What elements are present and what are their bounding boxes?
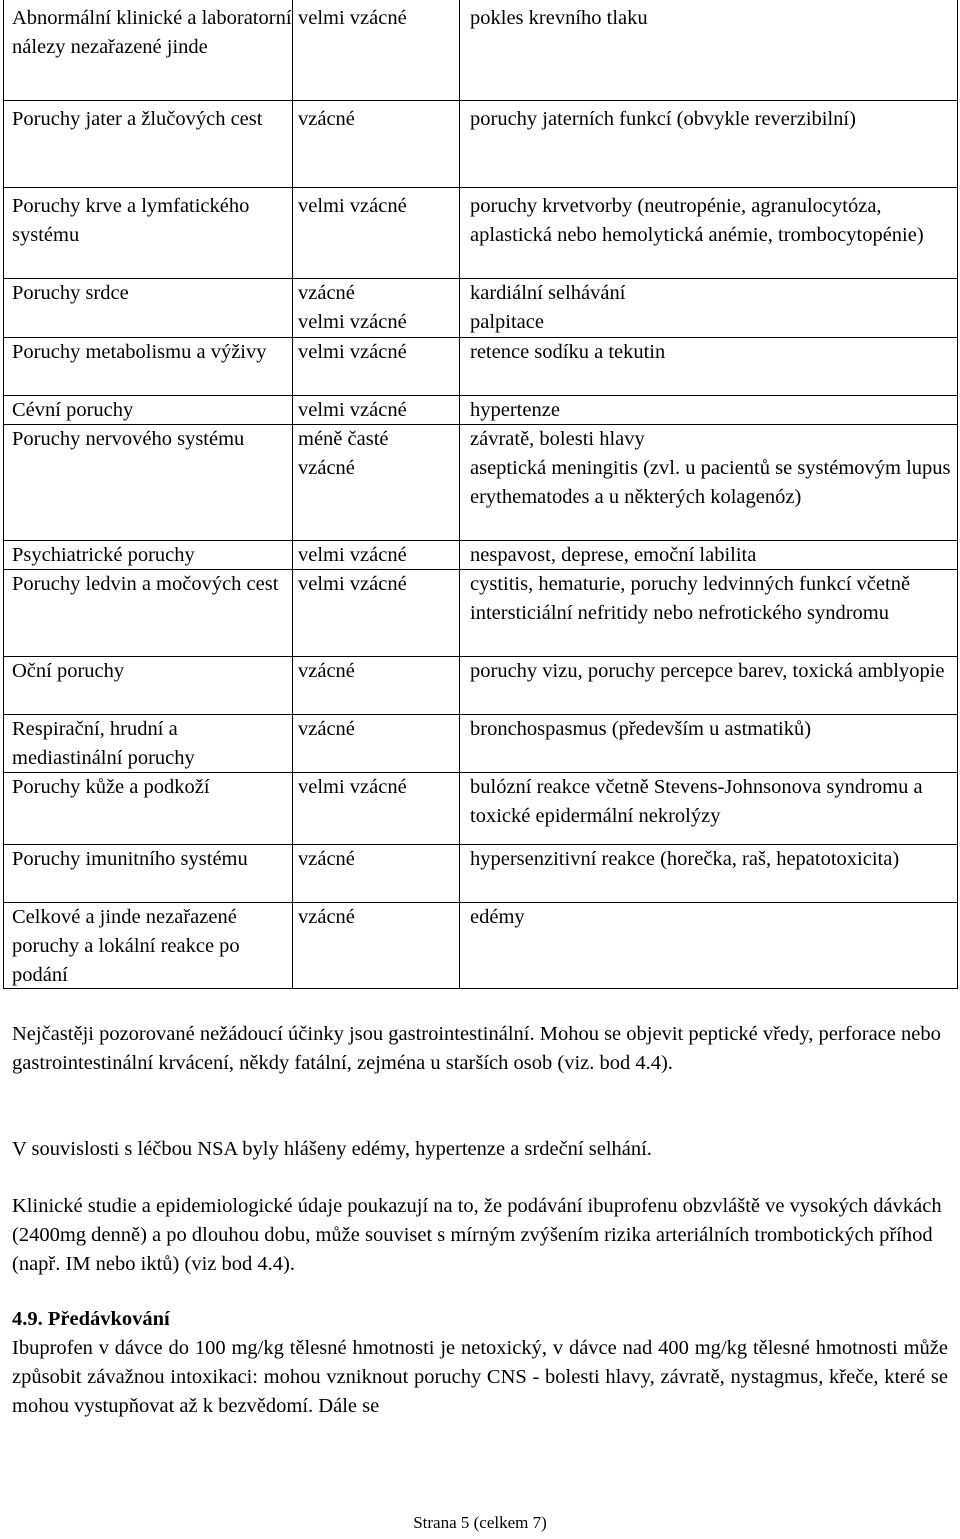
table-row [3, 569, 958, 656]
organ-class: Poruchy metabolismu a výživy [12, 341, 267, 363]
organ-class: Cévní poruchy [12, 399, 134, 421]
frequency: velmi vzácné [298, 544, 407, 566]
frequency: vzácné [298, 848, 355, 870]
frequency: velmi vzácné [298, 7, 407, 29]
frequency: velmi vzácné [298, 399, 407, 421]
adverse-effect: edémy [470, 906, 525, 928]
adverse-effect: cystitis, hematurie, poruchy ledvinných funkcí včetně intersticiální nefritidy nebo nefrotického syndromu [470, 573, 911, 624]
adverse-effect: aseptická meningitis (zvl. u pacientů se systémovým lupus erythematodes a u některých kolagenóz) [470, 457, 951, 508]
adverse-effect: retence sodíku a tekutin [470, 341, 666, 363]
adverse-effect: poruchy jaterních funkcí (obvykle reverzibilní) [470, 108, 856, 130]
table-row [3, 0, 958, 100]
adverse-effect: bronchospasmus (především u astmatiků) [470, 718, 812, 740]
table-row [3, 187, 958, 278]
organ-class: Poruchy nervového systému [12, 428, 245, 450]
paragraph-clinical-studies: Klinické studie a epidemiologické údaje poukazují na to, že podávání ibuprofenu obzvláště ve vysokých dávkách (2400mg denně) a po dlouhou dobu, může souviset s mírným zvýšením rizika arteriálních trombotických příhod (např. IM nebo iktů) (viz bod 4.4). [12, 1195, 942, 1275]
page-footer: Strana 5 (celkem 7) [413, 1513, 547, 1532]
organ-class: Abnormální klinické a laboratorní nálezy nezařazené jinde [12, 7, 292, 58]
adverse-effect: hypersenzitivní reakce (horečka, raš, hepatotoxicita) [470, 848, 900, 870]
frequency: vzácné [298, 108, 355, 130]
frequency: vzácné [298, 660, 355, 682]
adverse-effect: palpitace [470, 311, 544, 333]
organ-class: Poruchy jater a žlučových cest [12, 108, 263, 130]
adverse-effect: hypertenze [470, 399, 560, 421]
frequency: vzácné [298, 282, 355, 304]
organ-class: Poruchy kůže a podkoží [12, 776, 210, 798]
adverse-effect: závratě, bolesti hlavy [470, 428, 645, 450]
paragraph-overdose: Ibuprofen v dávce do 100 mg/kg tělesné hmotnosti je netoxický, v dávce nad 400 mg/kg tělesné hmotnosti může způsobit závažnou intoxikaci: mohou vzniknout poruchy CNS - bolesti hlavy, závratě, nystagmus, křeče, které se mohou vystupňovat až k bezvědomí. Dále se [12, 1337, 948, 1417]
frequency: vzácné [298, 457, 355, 479]
table-row [3, 424, 958, 540]
table-row [3, 902, 958, 989]
organ-class: Poruchy srdce [12, 282, 129, 304]
frequency: velmi vzácné [298, 776, 407, 798]
table-row [3, 714, 958, 772]
organ-class: Psychiatrické poruchy [12, 544, 195, 566]
table-row [3, 395, 958, 424]
organ-class: Poruchy ledvin a močových cest [12, 573, 279, 595]
table-row [3, 278, 958, 337]
table-row [3, 772, 958, 844]
frequency: velmi vzácné [298, 341, 407, 363]
frequency: vzácné [298, 906, 355, 928]
adverse-effect: pokles krevního tlaku [470, 7, 648, 29]
organ-class: Respirační, hrudní a mediastinální poruchy [12, 718, 195, 769]
paragraph-gastrointestinal: Nejčastěji pozorované nežádoucí účinky jsou gastrointestinální. Mohou se objevit peptické vředy, perforace nebo gastrointestinální krvácení, někdy fatální, zejména u starších osob (viz. bod 4.4). [12, 1023, 941, 1074]
adverse-effects-table [3, 0, 958, 989]
adverse-effect: poruchy krvetvorby (neutropénie, agranulocytóza, aplastická nebo hemolytická anémie, trombocytopénie) [470, 195, 924, 246]
paragraph-nsa: V souvislosti s léčbou NSA byly hlášeny edémy, hypertenze a srdeční selhání. [12, 1138, 652, 1160]
table-row [3, 844, 958, 902]
organ-class: Poruchy imunitního systému [12, 848, 248, 870]
frequency: velmi vzácné [298, 195, 407, 217]
adverse-effect: kardiální selhávání [470, 282, 626, 304]
adverse-effect: bulózní reakce včetně Stevens-Johnsonova syndromu a toxické epidermální nekrolýzy [470, 776, 923, 827]
frequency: méně časté [298, 428, 389, 450]
table-row [3, 100, 958, 187]
adverse-effect: nespavost, deprese, emoční labilita [470, 544, 757, 566]
frequency: velmi vzácné [298, 311, 407, 333]
organ-class: Oční poruchy [12, 660, 125, 682]
table-row [3, 656, 958, 714]
table-row [3, 540, 958, 569]
frequency: velmi vzácné [298, 573, 407, 595]
organ-class: Poruchy krve a lymfatického systému [12, 195, 250, 246]
adverse-effect: poruchy vizu, poruchy percepce barev, toxická amblyopie [470, 660, 945, 682]
table-row [3, 337, 958, 395]
organ-class: Celkové a jinde nezařazené poruchy a lokální reakce po podání [12, 906, 240, 986]
section-heading-overdose: 4.9. Předávkování [12, 1308, 170, 1330]
frequency: vzácné [298, 718, 355, 740]
